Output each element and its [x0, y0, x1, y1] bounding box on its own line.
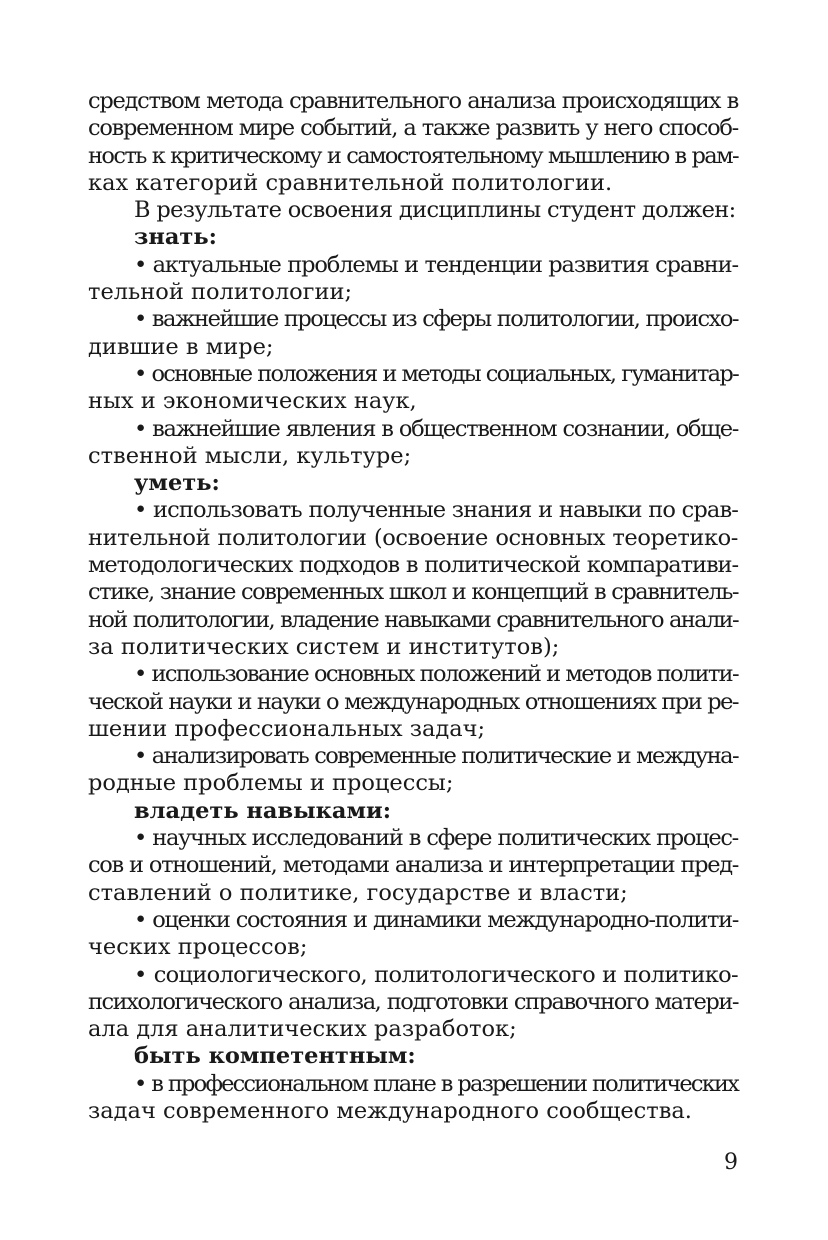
text-line: • анализировать современные политические и междуна-	[134, 743, 738, 770]
text-line: тельной политологии;	[88, 279, 353, 306]
text-line: ственной мысли, культуре;	[88, 442, 412, 469]
text-line: психологического анализа, подготовки справочного матери-	[88, 988, 738, 1015]
section-heading: владеть навыками:	[134, 797, 392, 824]
text-line: ческой науки и науки о международных отношениях при ре-	[88, 688, 738, 715]
text-line: стике, знание современных школ и концепций в сравнитель-	[88, 579, 738, 606]
page-text-body	[88, 88, 738, 1125]
text-line: задач современного международного сообщества.	[88, 1097, 692, 1124]
text-line: • важнейшие процессы из сферы политологии, происхо-	[134, 306, 738, 333]
text-line: • важнейшие явления в общественном сознании, обще-	[134, 415, 738, 442]
text-line: нительной политологии (освоение основных теоретико-	[88, 524, 738, 551]
section-heading: быть компетентным:	[134, 1043, 416, 1070]
text-line: сов и отношений, методами анализа и интерпретации пред-	[88, 852, 738, 879]
text-line: ных и экономических наук,	[88, 388, 417, 415]
text-line: • социологического, политологического и политико-	[134, 961, 738, 988]
text-line: • научных исследований в сфере политических процес-	[134, 825, 738, 852]
text-line: ной политологии, владение навыками сравнительного анали-	[88, 606, 738, 633]
text-line: • основные положения и методы социальных, гуманитар-	[134, 360, 738, 387]
text-line: • актуальные проблемы и тенденции развития сравни-	[134, 251, 738, 278]
text-line: современном мире событий, а также развить у него способ-	[88, 115, 738, 142]
section-heading: знать:	[134, 224, 217, 251]
text-line: средством метода сравнительного анализа происходящих в	[88, 88, 738, 114]
page-number: 9	[724, 1150, 738, 1175]
text-line: шении профессиональных задач;	[88, 715, 486, 742]
text-line: • в профессиональном плане в разрешении политических	[134, 1070, 738, 1097]
text-line: за политических систем и институтов);	[88, 633, 560, 660]
text-line: • использовать полученные знания и навыки по срав-	[134, 497, 738, 524]
text-line: родные проблемы и процессы;	[88, 770, 454, 797]
text-line: ность к критическому и самостоятельному мышлению в рам-	[88, 142, 738, 169]
text-line: ала для аналитических разработок;	[88, 1016, 517, 1043]
text-line: В результате освоения дисциплины студент должен:	[134, 197, 736, 224]
text-line: ческих процессов;	[88, 934, 308, 961]
text-line: дившие в мире;	[88, 333, 274, 360]
text-line: • использование основных положений и методов полити-	[134, 661, 738, 688]
section-heading: уметь:	[134, 470, 220, 497]
text-line: ках категорий сравнительной политологии.	[88, 169, 613, 196]
text-line: ставлений о политике, государстве и власти;	[88, 879, 628, 906]
text-line: методологических подходов в политической компаративи-	[88, 552, 738, 579]
text-line: • оценки состояния и динамики международно-полити-	[134, 906, 738, 933]
